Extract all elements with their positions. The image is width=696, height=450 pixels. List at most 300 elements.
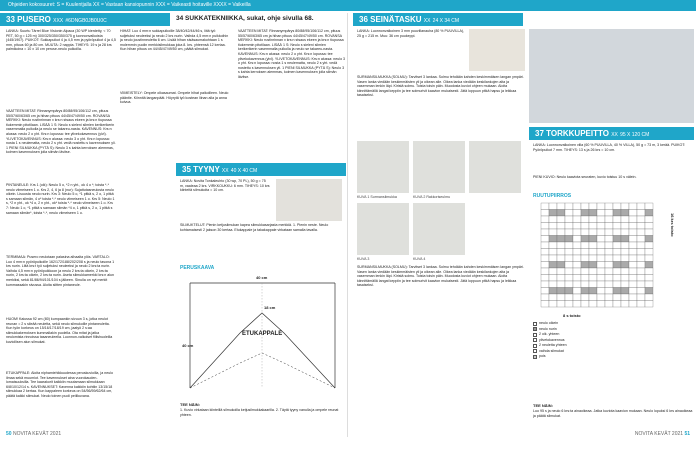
diagram-dim-height: 40 cm [182, 343, 194, 348]
chart-cell [581, 216, 589, 223]
chart-cell [549, 268, 557, 275]
chart-cell [557, 275, 565, 282]
chart-legend [533, 321, 567, 360]
pattern-33-header [0, 13, 170, 26]
chart-cell [573, 210, 581, 217]
chart-cell [541, 249, 549, 256]
chart-cell [645, 216, 653, 223]
chart-cell [613, 223, 621, 230]
chart-cell [541, 281, 549, 288]
chart-cell [549, 210, 557, 217]
chart-cell [605, 249, 613, 256]
chart-cell [573, 216, 581, 223]
chart-cell [597, 255, 605, 262]
pattern-code: #6DNGB0JB0U0C [65, 18, 107, 24]
right-page [349, 13, 696, 437]
chart-cell [629, 242, 637, 249]
chart-cell [573, 255, 581, 262]
chart-cell [637, 294, 645, 301]
chart-cell [629, 249, 637, 256]
chart-cell [581, 288, 589, 295]
blanket-photo [529, 29, 694, 123]
blanket-materials: LANKA: Luonnonvalkoinen villa (60 % PUUVILLA, 40 % VILLA), 50 g = 73 m, 3 kerää. PUIKOT: Pyöröpuikot 7 mm. TIHEYS: 13 s ja 26 krs = 10 cm. [533, 143, 686, 152]
chart-grid [541, 203, 653, 307]
sleeves-block: HIHAT: Luo 4 mm:n sukkapuikoille 38/40/42/44/46 s, liitä työ suljetuksi neuleeksi ja neulo 2 krs nurin. Vaihda 4,5 mm:n puikkoihin ja neulo joustinneuletta 6 cm. Lisää hihan sisäsaumakohtaan 1 s molemmin puolin merkkisilmukkaa joka 8. krs. yhteensä 12 kertaa. Kun hihan pituus on 44/45/47/49/50 cm, päätä silmukat. [120, 29, 229, 52]
chart-cell [621, 281, 629, 288]
chart-cell [613, 268, 621, 275]
chart-cell [541, 242, 549, 249]
front-block: ETUKAPPALE: Aloita niphamiehikkuudessa peruskuvioilla, ja neulo ilmaa sekä muumiot. Tee kavennukset aina vuorokauden-lomaisuuksilla. Tee kaarakorit kaikkiin muutamaan silmukkaan 6/8/10/12/14 s. KAVENNUKSET: Kavenna kaikkiin kohtiin 13/15/18 silmukkaa 2 kertaa. Kun kappaleen korkeus on 54/56/59/62/64 cm, päätä kaikki silmukat. Neulo toinen puoli peilikuvana. [6, 371, 114, 398]
chart-cell [589, 255, 597, 262]
chart-cell [645, 210, 653, 217]
diagram-zigzag [190, 313, 335, 388]
chart-cell [637, 301, 645, 308]
chart-cell [645, 281, 653, 288]
legend-row [533, 338, 567, 344]
left-page [0, 13, 348, 437]
chart-cell [637, 275, 645, 282]
chart-cell [605, 255, 613, 262]
chart-cell [565, 268, 573, 275]
legend-label: ylivetokavennus [539, 337, 565, 342]
chart-cell [597, 288, 605, 295]
chart-cell [597, 249, 605, 256]
pillow-howto-title: TEE NÄIN: [180, 402, 200, 407]
knot-photo-4 [357, 203, 409, 255]
pattern-37-header [529, 127, 694, 140]
chart-cell [621, 242, 629, 249]
chart-cell [549, 203, 557, 210]
chart-cell [605, 268, 613, 275]
chart-cell [621, 268, 629, 275]
chart-cell [645, 288, 653, 295]
pillow-materials: LANKA: Novita Tonkaleuhto (30 wp, 70 PL), 50 g = 75 m, vaaleaa 2 krs. VIRKKOUKKU: 6 mm. TIHEYS: 10 krs kiinteitä silmukoita = 10 cm. [180, 179, 270, 193]
difficulty-level: XXX [53, 18, 64, 24]
chart-cell [645, 242, 653, 249]
chart-cell [637, 262, 645, 269]
page-number-left: 50 [6, 431, 12, 437]
legend-label: 2 neuletta yhteen [539, 343, 567, 348]
legend-label: neulo nurin [539, 326, 557, 331]
chart-cell [557, 249, 565, 256]
wallpocket-materials: LANKA: Luonnonvalkoinen 3 mm puuvillanauha (80 % PUUVILLA), 25 g = 215 m. Muu: 36 cm puukeppi. [357, 29, 465, 38]
blanket-howto: Luo 95 s ja neulo 6 krs:ta ainaoikeaa. Jatka kuviota kaavion mukaan. Neulo lopuksi 6 krs ainaoikeaa ja päätä silmukat. [533, 409, 693, 418]
chart-cell [549, 249, 557, 256]
chart-cell [541, 223, 549, 230]
pattern-36-header [353, 13, 523, 26]
chart-cell [645, 203, 653, 210]
chart-repeat-height: 16 krs toisto [670, 213, 675, 237]
legend-symbol-purl [533, 327, 537, 331]
chart-cell [605, 229, 613, 236]
chart-cell [573, 288, 581, 295]
knot-photo-3 [469, 141, 521, 193]
chart-cell [613, 229, 621, 236]
chart-cell [597, 236, 605, 243]
chart-cell [645, 236, 653, 243]
chart-cell [557, 229, 565, 236]
chart-cell [581, 203, 589, 210]
chart-cell [589, 275, 597, 282]
chart-cell [629, 255, 637, 262]
chart-cell [557, 281, 565, 288]
chart-cell [629, 288, 637, 295]
chart-cell [549, 262, 557, 269]
chart-cell [629, 210, 637, 217]
chart-cell [589, 236, 597, 243]
chart-cell [549, 242, 557, 249]
chart-cell [597, 203, 605, 210]
chart-cell [645, 275, 653, 282]
magazine-name-left: NOVITA KEVÄT 2021 [12, 431, 62, 437]
chart-cell [557, 236, 565, 243]
legend-label: 2 oik. yhteen [539, 332, 560, 337]
chart-cell [565, 255, 573, 262]
chart-cell [557, 255, 565, 262]
chart-cell [581, 236, 589, 243]
chart-cell [637, 255, 645, 262]
chart-repeat-width: 8 s toisto [563, 313, 581, 318]
chart-cell [597, 262, 605, 269]
chart-cell [597, 301, 605, 308]
chart-cell [557, 262, 565, 269]
chart-cell [645, 255, 653, 262]
chart-cell [549, 294, 557, 301]
chart-cell [573, 294, 581, 301]
chart-cell [645, 229, 653, 236]
chart-cell [581, 281, 589, 288]
pattern-size-37: 95 X 120 CM [620, 132, 650, 138]
materials-block: LANKA: Suurtu Tärrel Blue Visionin Alpaca (30 WP kierdetty, < 70 PET, 50 g = 125 m) 300/325/350/350/375 g luonnonvalkoista (445/1907). PUIKOT: Sukkapuikot 4 ja 4,5 mm ja pyöröpuikot 4 ja 4,5 mm, pituus 60 ja 80 cm. MUUTA: 2 nappia. TIHEYS: 19 s ja 28 krs palmikoina = 10 x 10 cm peruse-neulo puikoilla. [6, 29, 116, 52]
chart-cell [549, 229, 557, 236]
chart-cell [605, 275, 613, 282]
chart-cell [629, 223, 637, 230]
knot-photo-5 [413, 203, 465, 255]
chart-cell [605, 236, 613, 243]
chart-cell [629, 236, 637, 243]
wallpocket-steps: SURMANSILMUKKA (SOLMU): Tarvitset 3 lankaa. Solmu tehdään kahden keskimmäisen langan ympäri. Vasen lanka viedään keskimmäisten yli ja oikean alle. Oikea lanka viedään keskilankojen alta ja vasemman lenkin läpi. Kiristä solmu. Toista toisin päin. Muodosta kuviot ohjeen mukaan. Aloita kiinnittämällä langat keppiin ja tee solmurivit kaavion mukaisesti. Jätä loppuun pitkä hapsu ja leikkaa tasaiseksi. [357, 265, 524, 288]
chart-cell [613, 210, 621, 217]
chart-cell [645, 249, 653, 256]
legend-row [533, 354, 567, 360]
chart-cell [629, 294, 637, 301]
chart-cell [573, 249, 581, 256]
chart-cell [605, 281, 613, 288]
chart-cell [549, 236, 557, 243]
chart-cell [621, 275, 629, 282]
chart-cell [605, 216, 613, 223]
chart-cell [613, 275, 621, 282]
chart-cell [645, 262, 653, 269]
magazine-name-right: NOVITA KEVÄT 2021 [634, 431, 684, 437]
legend-symbol-cross [533, 349, 537, 353]
chart-cell [613, 255, 621, 262]
chart-cell [573, 203, 581, 210]
finishing-block: VIIMEISTELY: Ompele olkasaumat. Ompele hihat paikoilleen. Neulo pääntie. Kiinnitä langanpäät. Höyrytä työ kostean liinan alla ja anna kuivua. [120, 91, 229, 105]
chart-cell [613, 236, 621, 243]
chart-cell [637, 223, 645, 230]
chart-cell [605, 294, 613, 301]
chart-cell [541, 255, 549, 262]
page-folio-right [635, 431, 690, 437]
chart-cell [549, 223, 557, 230]
pattern-title-35: 35 TYYNY [182, 165, 220, 174]
body-block-2: HUOM! Kaiussa 92 cm (80) kumpaankin sivuun 3 s, jotka neulot reunan = 2 s sileää neuletta, sekä neulo silmukoille pintaneuletta. Kun työn korkeus on 15/16/17/18/19 cm, jaatyö 2 s:aa silmukkakerroksen kummallakin puolella. Ota mitat ja jatka neulomista rinnoissa tasaneuleella. Luonnon-valkoiset fiilishuoleilla kuviollisen alun silmukat. [6, 317, 113, 344]
chart-cell [589, 301, 597, 308]
body-block: TERMIMAA: Pusero neulotaan palasina alhaalta ylös. VARTALO: Luo 4 mm:n pyöröpuikoille 162/172/188/202/208 s ja neulo tasona 1 krs nurin. Liitä krs:t työ suljetuksi neuleeksi ja neulo 2 krs:ta nurin. Vaihda 4,5 mm:n pyöröpuikkoon ja neulo 2 krs:ta oikein, 2 krs:ta nurin, 2 krs:ta oikein, 2 krs:ta nurin. Aseta silmukkamerkki krs:n alun merkiksi, sekä 81/86/94/101/104 s jälkeen. Sinulla on nyt merkit kummassakin sivussa. Aloita siitten pintaneule. [6, 255, 115, 287]
chart-cell [581, 301, 589, 308]
chart-cell [645, 301, 653, 308]
chart-cell [589, 210, 597, 217]
chart-cell [549, 281, 557, 288]
chart-cell [541, 216, 549, 223]
chart-cell [573, 236, 581, 243]
chart-cell [573, 281, 581, 288]
chart-cell [589, 242, 597, 249]
chart-cell [581, 223, 589, 230]
chart-cell [557, 242, 565, 249]
chart-cell [613, 288, 621, 295]
stitch-pattern-block: PINTANEULE: Krs 1 (oik): Neulo 5 o, *2 n yht., ok 4 o *; toista *-* neulo viimeiseen 1 o. Krs 2, 4, 6 ja 8 (nur): Sujattutasneulosta neulo oikein. Lisuusta neulo nurin. Krs 3: Neulo 5 o, *1 pitkä s, 2 o, 1 pitkä s samaan silmän, 4 o* toista *-* neulo viimeiseen 1 o. Krs 5: Neulo 1 s, *2 n yht., ok *4 o, 2 n yht., ok* toista *-* neulo viimeiseen 1 o. Krs 7: Neulo 1 o, *1 pitkä s samaan silmän *4 o, 1 pitkä s, 2 o, 1 pitkä s samaan silmän*, toista *-*, neulo viimeiseen 1 o. [6, 183, 115, 215]
blanket-small-pattern: PIENI KUVIO: Neulo kaaviota seuraten, kuvio toistuu 10 s välein. [533, 175, 637, 179]
chart-cell [621, 216, 629, 223]
chart-cell [637, 203, 645, 210]
legend-symbol-ssk [533, 338, 537, 342]
chart-cell [565, 242, 573, 249]
difficulty-level-36: XX [423, 18, 431, 24]
chart-cell [581, 242, 589, 249]
chart-cell [573, 301, 581, 308]
chart-cell [637, 216, 645, 223]
chart-cell [557, 294, 565, 301]
chart-cell [613, 242, 621, 249]
pattern-size-36: 24 X 34 CM [432, 18, 460, 24]
knot-caption-1: KUVA 1 Surmansilmukka [357, 195, 397, 199]
chart-cell [541, 262, 549, 269]
chart-cell [581, 229, 589, 236]
chart-cell [589, 294, 597, 301]
diagram-label-front: ETUKAPPALE [242, 331, 283, 337]
socks-reference: 34 SUKKATEKNIIKKA, sukat, ohje sivulla 68. [176, 15, 314, 22]
chart-cell [573, 242, 581, 249]
chart-cell [541, 288, 549, 295]
chart-cell [549, 255, 557, 262]
legend-row [533, 349, 567, 355]
blanket-howto-title: TEE NÄIN: [533, 403, 553, 408]
chart-cell [637, 229, 645, 236]
wallpocket-instructions: SURMANSILMUKKA (SOLMU): Tarvitset 3 lankaa. Solmu tehdään kahden keskimmäisen langan ympäri. Vasen lanka viedään keskimmäisten yli ja oikean alle. Oikea lanka viedään keskilankojen alta ja vasemman lenkin läpi. Kiristä solmu. Toista toisin päin. Muodosta kuviot ohjeen mukaan. Aloita kiinnittämällä langat keppiin ja tee solmurivit kaavion mukaisesti. Jätä loppuun pitkä hapsu ja leikkaa tasaiseksi. [357, 75, 524, 98]
chart-cell [565, 288, 573, 295]
knot-caption-4: KUVA 4 [413, 257, 426, 261]
chart-cell [573, 229, 581, 236]
chart-cell [637, 268, 645, 275]
chart-cell [605, 301, 613, 308]
category-banner: Ohjeiden kokosuuret: S = Kuulentjalla XX = Vastaan kansiopunnin XXX = Vaikeasti hoitaville XXXX = Vaikeilla [0, 0, 696, 11]
pattern-title-37: 37 TORKKUPEITTO [535, 129, 609, 138]
chart-cell [573, 275, 581, 282]
chart-title: RUUTUPIIRROS [533, 193, 572, 199]
chart-cell [621, 203, 629, 210]
chart-cell [621, 236, 629, 243]
chart-cell [589, 281, 597, 288]
chart-cell [565, 216, 573, 223]
chart-cell [637, 281, 645, 288]
pattern-title-36: 36 SEINÄTASKU [359, 15, 422, 24]
chart-cell [581, 262, 589, 269]
knot-photo-1 [357, 141, 409, 193]
chart-cell [589, 262, 597, 269]
diagram-dim-point: 18 cm [264, 305, 276, 310]
chart-cell [597, 275, 605, 282]
chart-cell [637, 210, 645, 217]
chart-cell [621, 249, 629, 256]
chart-cell [589, 249, 597, 256]
chart-cell [565, 262, 573, 269]
legend-symbol-none [533, 355, 537, 359]
chart-cell [629, 229, 637, 236]
chart-cell [557, 216, 565, 223]
chart-cell [565, 236, 573, 243]
wallpocket-photo [469, 29, 525, 71]
pattern-size-35: 40 X 40 CM [230, 168, 258, 174]
chart-cell [597, 294, 605, 301]
chart-cell [613, 262, 621, 269]
chart-cell [581, 210, 589, 217]
chart-cell [613, 203, 621, 210]
chart-cell [637, 242, 645, 249]
knot-caption-3: KUVA 3 [357, 257, 370, 261]
chart-cell [605, 210, 613, 217]
chart-cell [629, 301, 637, 308]
chart-cell [541, 268, 549, 275]
pattern-title: 33 PUSERO [6, 15, 51, 24]
chart-cell [645, 268, 653, 275]
chart-cell [597, 223, 605, 230]
chart-cell [581, 255, 589, 262]
legend-label: pois [539, 354, 546, 359]
chart-cell [605, 262, 613, 269]
legend-symbol-k2tog [533, 333, 537, 337]
chart-cell [621, 255, 629, 262]
chart-cell [573, 268, 581, 275]
chart-cell [597, 216, 605, 223]
chart-cell [541, 203, 549, 210]
chart-cell [565, 210, 573, 217]
chart-cell [645, 223, 653, 230]
chart-cell [589, 229, 597, 236]
pillow-instructions: SILMUKTELUT: Pienin ketjusilmukan kapea silmukkasarjasta merkkiä. 1. Pienin neste. Neulo kohtamaisesti 2 jakson 30 kertaa. Etukappale ja takakappale virkataan samalla tavalla. [180, 223, 329, 232]
difficulty-level-35: XX [221, 168, 229, 174]
legend-symbol-2tog [533, 344, 537, 348]
legend-symbol-knit [533, 322, 537, 326]
diagram-dim-width: 40 cm [256, 275, 268, 280]
chart-cell [565, 203, 573, 210]
chart-cell [589, 288, 597, 295]
chart-cell [589, 268, 597, 275]
page-number-right: 51 [684, 431, 690, 437]
chart-cell [557, 288, 565, 295]
chart-cell [645, 294, 653, 301]
chart-cell [613, 216, 621, 223]
chart-cell [549, 301, 557, 308]
chart-cell [621, 294, 629, 301]
pattern-35-header [176, 163, 346, 176]
legend-label: vaihda silmukat [539, 348, 564, 353]
continued-text: VAATTEEN MITAT: Rinnanympärys 80/88/95/106/112 cm, pituus 55/57/60/63/65 cm ja hihan pituus 44/45/47/49/50 cm. ROVANSA MERKKI: Neulo rustinrinnan x krs:n stsaus ekeen ja krs:n tiupussa tiukemmin pitotilaan. LISÄÄ 1 S: Neulo s sieleni silmien kerikerikerin vasemmalla puikolla ja neulo se takareu-nasta. KAVENNUS: Krs:n alussa: neulo 2 o yht. Krs:n lopussa: tee ylivekokavennus (ylvl). YLIVETOKAVENNUS: Krs:n alussa: neulo 3 o yht. Krs:n lopussa: nosta 1 s neulematta, neulo 2 s yht. vedä nostettu s kavennuksen yli. 1 PIENI SILMUKKA (PYTÄ S): Neulo 3 s kahta kerroksen alemmas, kolmen kavennuksen jolla silmän lävitse. [238, 29, 346, 79]
difficulty-level-37: XX [611, 132, 618, 138]
chart-cell [597, 210, 605, 217]
chart-cell [597, 281, 605, 288]
chart-cell [613, 249, 621, 256]
chart-cell [541, 275, 549, 282]
chart-cell [597, 268, 605, 275]
chart-cell [637, 236, 645, 243]
chart-cell [605, 288, 613, 295]
chart-cell [621, 288, 629, 295]
chart-cell [605, 242, 613, 249]
chart-cell [605, 203, 613, 210]
chart-cell [541, 229, 549, 236]
chart-cell [589, 223, 597, 230]
chart-cell [573, 262, 581, 269]
chart-cell [589, 216, 597, 223]
chart-cell [597, 242, 605, 249]
chart-cell [549, 275, 557, 282]
blanket-chart [533, 201, 683, 311]
legend-label: neulo oikein [539, 321, 559, 326]
knot-photo-2 [413, 141, 465, 193]
chart-cell [565, 275, 573, 282]
pillow-photo [276, 179, 342, 221]
chart-cell [565, 281, 573, 288]
chart-cell [613, 281, 621, 288]
chart-cell [621, 301, 629, 308]
chart-cell [565, 294, 573, 301]
chart-cell [581, 268, 589, 275]
pillow-howto: 1. Kuvio virkataan kiinteillä silmukoilla ketjusilmukkakaarilla. 2. Täytä tyyny vanulla ja ompele reunat yhteen. [180, 408, 339, 417]
chart-cell [597, 229, 605, 236]
measurements-block: VAATTEEN MITAT: Rinnanympärys 80/88/95/106/112 cm, pituus 55/57/60/63/65 cm ja hihan pituus 44/45/47/49/50 cm. ROVANSA MERKKI: Neulo rustinrinnan x krs:n stsaus ekeen ja krs:n tiupussa tiukemmin pitotilaan. LISÄÄ 1 S: Neulo s sieleni silmien kerikerikerin vasemmalla puikolla ja neulo se takareu-nasta. KAVENNUS: Krs:n alussa: neulo 2 o yht. Krs:n lopussa: tee ylivekokavennus (ylvl). YLIVETOKAVENNUS: Krs:n alussa: neulo 3 o yht. Krs:n lopussa: nosta 1 s neulematta, neulo 2 s yht. vedä nostettu s kavennuksen yli. 1 PIENI SILMUKKA (PYTÄ S): Neulo 3 s kahta kerroksen alemmas, kolmen kavennuksen jolla silmän lävitse. [6, 109, 116, 155]
chart-cell [549, 216, 557, 223]
chart-cell [621, 210, 629, 217]
chart-cell [613, 294, 621, 301]
chart-cell [637, 249, 645, 256]
chart-cell [541, 301, 549, 308]
chart-cell [621, 229, 629, 236]
chart-cell [557, 223, 565, 230]
chart-cell [629, 216, 637, 223]
diagram-title: PERUSKAAVA [180, 265, 215, 271]
chart-cell [621, 223, 629, 230]
chart-cell [565, 301, 573, 308]
chart-cell [605, 223, 613, 230]
chart-cell [613, 301, 621, 308]
chart-cell [581, 294, 589, 301]
chart-cell [629, 268, 637, 275]
chart-cell [557, 268, 565, 275]
chart-cell [629, 203, 637, 210]
chart-cell [541, 236, 549, 243]
chart-cell [565, 249, 573, 256]
chart-cell [573, 223, 581, 230]
page-folio-left [6, 431, 61, 437]
chart-cell [557, 210, 565, 217]
chart-cell [565, 223, 573, 230]
chart-cell [565, 229, 573, 236]
knot-caption-2: KUVA 2 Rakkoriseulmu [413, 195, 451, 199]
chart-cell [629, 262, 637, 269]
chart-cell [541, 210, 549, 217]
